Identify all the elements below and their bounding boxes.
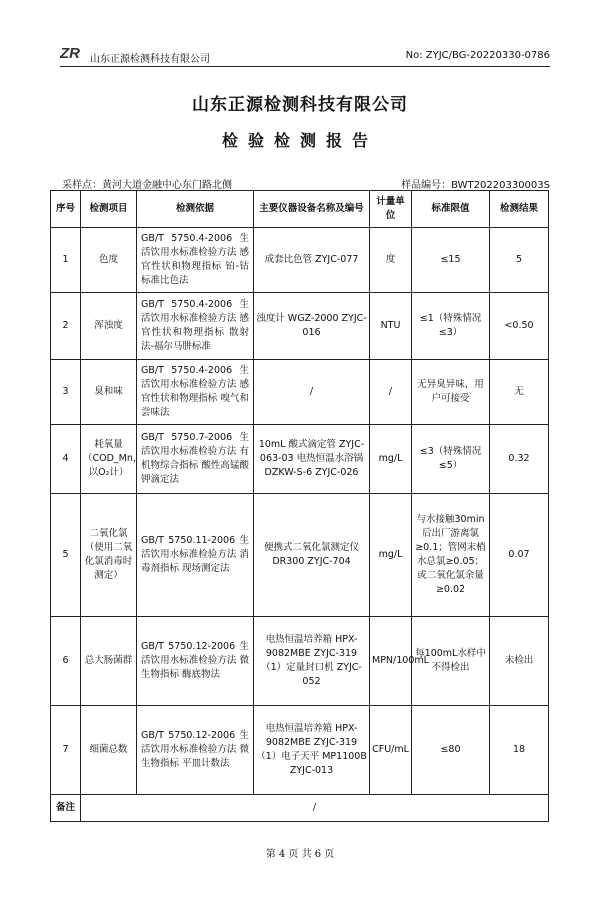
table-row [51,228,549,293]
remark-row [51,795,549,822]
cell-result: 无 [490,360,549,425]
svg-text:ZR: ZR [60,45,80,62]
table-row [51,617,549,706]
cell-limit: 每100mL水样中不得检出 [412,617,490,706]
cell-equipment: 成套比色管 ZYJC-077 [254,228,370,293]
sampling-point: 采样点：黄河大道金融中心东门路北侧 [62,180,232,191]
cell-basis: GB/T 5750.4-2006 生活饮用水标准检验方法 感官性状和物理指标 铂-钴标准比色法 [137,228,254,293]
page-footer: 第 4 页 共 6 页 [265,849,335,860]
page-header [60,42,550,64]
cell-equipment: / [254,360,370,425]
col-header-equipment: 主要仪器设备名称及编号 [254,191,370,228]
cell-equipment: 电热恒温培养箱 HPX-9082MBE ZYJC-319（1）定量封口机 ZYJC-052 [254,617,370,706]
cell-equipment: 浊度计 WGZ-2000 ZYJC-016 [254,293,370,360]
cell-unit: MPN/100mL [370,617,412,706]
cell-item: 总大肠菌群 [81,617,137,706]
col-header-result: 检测结果 [490,191,549,228]
report-title: 山东正源检测科技有限公司 [192,95,408,115]
cell-no: 6 [51,617,81,706]
cell-basis: GB/T 5750.12-2006 生活饮用水标准检验方法 微生物指标 酶底物法 [137,617,254,706]
cell-limit: ≤1（特殊情况≤3） [412,293,490,360]
cell-item: 色度 [81,228,137,293]
header-divider [60,66,550,67]
cell-no: 7 [51,706,81,795]
cell-item: 耗氧量（COD_Mn，以O₂计） [81,425,137,494]
report-number: No: ZYJC/BG-20220330-0786 [405,50,550,61]
cell-basis: GB/T 5750.4-2006 生活饮用水标准检验方法 感官性状和物理指标 嗅气和尝味法 [137,360,254,425]
cell-result: 0.07 [490,494,549,617]
table-row [51,494,549,617]
cell-unit: / [370,360,412,425]
remark-label: 备注 [51,795,81,822]
cell-limit: 与水接触30min后出厂游离氯≥0.1；管网末梢水总氯≥0.05；或二氧化氯余量≥0.02 [412,494,490,617]
cell-unit: mg/L [370,425,412,494]
cell-basis: GB/T 5750.4-2006 生活饮用水标准检验方法 感官性状和物理指标 散射法-福尔马肼标准 [137,293,254,360]
cell-limit: ≤3（特殊情况≤5） [412,425,490,494]
col-header-no: 序号 [51,191,81,228]
table-row [51,360,549,425]
company-logo-icon [60,42,86,62]
cell-equipment: 10mL 酸式滴定管 ZYJC-063-03 电热恒温水浴锅 DZKW-S-6 ZYJC-026 [254,425,370,494]
remark-value: / [81,795,549,822]
cell-unit: NTU [370,293,412,360]
col-header-unit: 计量单位 [370,191,412,228]
table-row [51,706,549,795]
cell-limit: ≤80 [412,706,490,795]
cell-result: 5 [490,228,549,293]
col-header-basis: 检测依据 [137,191,254,228]
cell-basis: GB/T 5750.11-2006 生活饮用水标准检验方法 消毒剂指标 现场测定法 [137,494,254,617]
col-header-item: 检测项目 [81,191,137,228]
cell-unit: CFU/mL [370,706,412,795]
cell-result: 0.32 [490,425,549,494]
cell-result: 未检出 [490,617,549,706]
cell-basis: GB/T 5750.12-2006 生活饮用水标准检验方法 微生物指标 平皿计数法 [137,706,254,795]
report-subtitle: 检验检测报告 [221,131,378,150]
cell-item: 臭和味 [81,360,137,425]
header-company-name: 山东正源检测科技有限公司 [90,54,210,65]
cell-limit: 无异臭异味，用户可接受 [412,360,490,425]
cell-result: 18 [490,706,549,795]
results-table [50,190,549,822]
col-header-limit: 标准限值 [412,191,490,228]
cell-item: 二氧化氯（使用二氧化氯消毒时测定） [81,494,137,617]
table-row [51,293,549,360]
cell-item: 浑浊度 [81,293,137,360]
cell-item: 细菌总数 [81,706,137,795]
cell-no: 3 [51,360,81,425]
table-header-row [51,191,549,228]
table-row [51,425,549,494]
cell-result: <0.50 [490,293,549,360]
cell-equipment: 电热恒温培养箱 HPX-9082MBE ZYJC-319（1）电子天平 MP1100B ZYJC-013 [254,706,370,795]
cell-unit: 度 [370,228,412,293]
cell-no: 1 [51,228,81,293]
cell-no: 4 [51,425,81,494]
sample-number: 样品编号：BWT20220330003S [401,180,550,191]
cell-no: 2 [51,293,81,360]
cell-basis: GB/T 5750.7-2006 生活饮用水标准检验方法 有机物综合指标 酸性高锰酸钾滴定法 [137,425,254,494]
cell-equipment: 便携式二氧化氯测定仪 DR300 ZYJC-704 [254,494,370,617]
cell-no: 5 [51,494,81,617]
cell-limit: ≤15 [412,228,490,293]
cell-unit: mg/L [370,494,412,617]
